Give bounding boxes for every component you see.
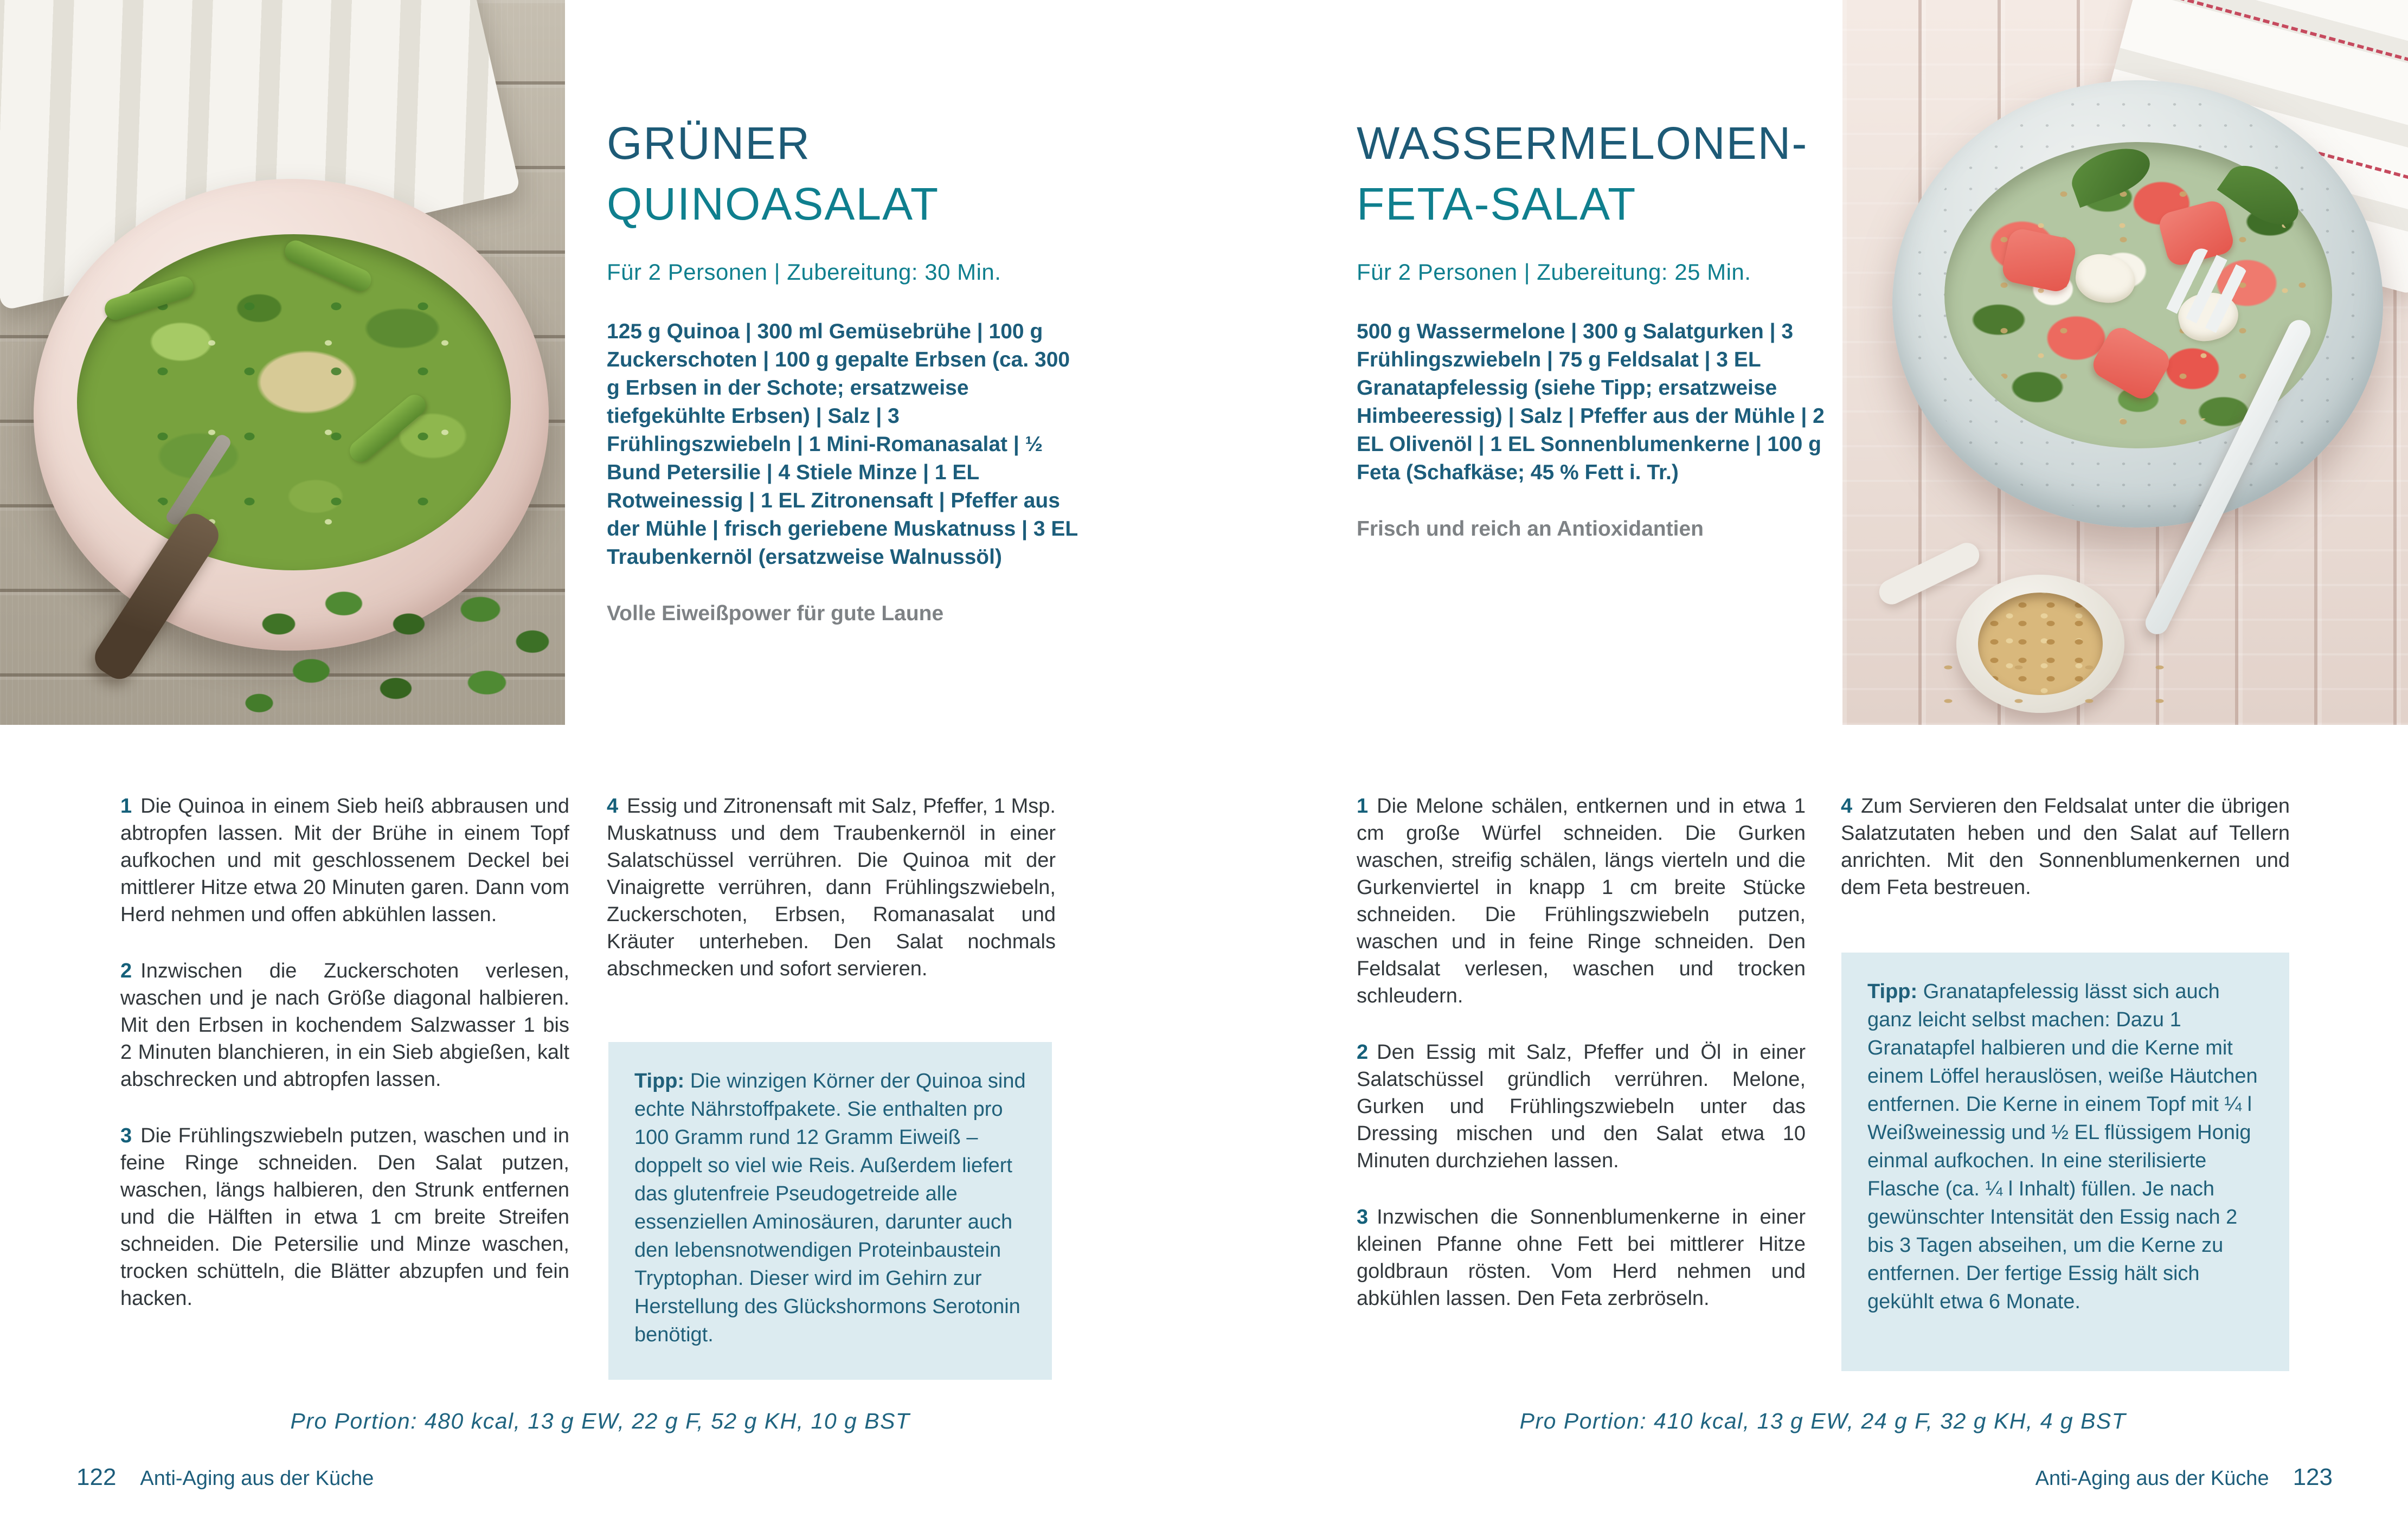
serving-time-info: Für 2 Personen | Zubereitung: 30 Min. — [607, 259, 1001, 285]
photo-watermelon-feta-salad — [1842, 0, 2408, 725]
step-text: Die Quinoa in einem Sieb heiß abbrausen und abtropfen lassen. Mit der Brühe in einem Topf aufkochen und mit geschlossenem Deckel bei mittlerer Hitze etwa 20 Minuten garen. Dann vom Herd nehmen und offen abkühlen lassen. — [120, 795, 569, 926]
recipe-title-line2: FETA-SALAT — [1357, 178, 1637, 229]
step-text: Die Melone schälen, entkernen und in etwa 1 cm große Würfel schneiden. Die Gurken waschen, streifig schälen, längs vierteln und die Gurkenviertel in knapp 1 cm breite Stücke schneiden. Die Frühlingszwiebeln putzen, waschen und in feine Ringe schneiden. Den Feldsalat verlesen, waschen und trocken schleudern. — [1357, 795, 1806, 1007]
tip-box — [608, 1042, 1052, 1380]
recipe-title-line1: GRÜNER — [607, 118, 811, 169]
chapter-title: Anti-Aging aus der Küche — [140, 1467, 374, 1490]
recipe-title-line2: QUINOASALAT — [607, 178, 940, 229]
quinoa-salad — [77, 234, 511, 570]
step-text: Die Frühlingszwiebeln putzen, waschen und in feine Ringe schneiden. Den Salat putzen, waschen, längs halbieren, den Strunk entfernen und die Hälften in etwa 1 cm breite Streifen schneiden. Die Petersilie und Minze waschen, trocken schütteln, die Blätter abzupfen und fein hacken. — [120, 1124, 569, 1310]
step — [607, 793, 1056, 982]
step-number: 3 — [1357, 1206, 1369, 1229]
step — [1357, 1039, 1806, 1174]
recipe-header-right — [1357, 113, 1834, 541]
tip-text: Die winzigen Körner der Quinoa sind echte Nährstoffpakete. Sie enthalten pro 100 Gramm rund 12 Gramm Eiweiß – doppelt so viel wie Reis. Außerdem liefert das glutenfreie Pseudogetreide alle essenziellen Aminosäuren, darunter auch den lebensnotwendigen Proteinbaustein Tryptophan. Dieser wird im Gehirn zur Herstellung des Glückshormons Serotonin benötigt. — [634, 1070, 1026, 1346]
step-number: 2 — [1357, 1041, 1369, 1064]
ingredients-list: 125 g Quinoa | 300 ml Gemüsebrühe | 100 g Zuckerschoten | 100 g gepalte Erbsen (ca. 300 g Erbsen in der Schote; ersatzweise tiefgekühlte Erbsen) | Salz | 3 Frühlingszwiebeln | 1 Mini-Romanasalat | ½ Bund Petersilie | 4 Stiele Minze | 1 EL Rotweinessig | 1 EL Zitronensaft | Pfeffer aus der Mühle | frisch geriebene Muskatnuss | 3 EL Traubenkernöl (ersatzweise Walnussöl) — [607, 320, 1078, 569]
step-number: 4 — [1841, 795, 1853, 818]
step-text: Essig und Zitronensaft mit Salz, Pfeffer, 1 Msp. Muskatnuss und dem Traubenkernöl in einer Salatschüssel verrühren. Die Quinoa mit der Vinaigrette verrühren, dann Frühlingszwiebeln, Zuckerschoten, Erbsen, Romanasalat und Kräuter unterheben. Den Salat nochmals abschmecken und sofort servieren. — [607, 795, 1056, 980]
step — [1841, 793, 2290, 901]
tip-label: Tipp: — [634, 1070, 685, 1092]
nutrition-info: Pro Portion: 410 kcal, 13 g EW, 24 g F, 32 g KH, 4 g BST — [1519, 1409, 2127, 1433]
nutrition-info: Pro Portion: 480 kcal, 13 g EW, 22 g F, 52 g KH, 10 g BST — [290, 1409, 910, 1433]
step — [1357, 1204, 1806, 1312]
tip-box — [1841, 953, 2289, 1371]
step-number: 1 — [120, 795, 132, 818]
ingredients-list: 500 g Wassermelone | 300 g Salatgurken | 3 Frühlingszwiebeln | 75 g Feldsalat | 3 EL Granatapfelessig (siehe Tipp; ersatzweise Himbeeressig) | Salz | Pfeffer aus der Mühle | 2 EL Olivenöl | 1 EL Sonnenblumenkerne | 100 g Feta (Schafkäse; 45 % Fett i. Tr.) — [1357, 320, 1825, 484]
recipe-title-line1: WASSERMELONEN- — [1357, 118, 1808, 169]
scattered-seeds — [1913, 651, 2217, 721]
recipe-header-left — [607, 113, 1084, 626]
step — [120, 793, 569, 928]
step-text: Inzwischen die Sonnenblumenkerne in einer kleinen Pfanne ohne Fett bei mittlerer Hitze goldbraun rösten. Vom Herd nehmen und abkühlen lassen. Den Feta zerbröseln. — [1357, 1206, 1806, 1310]
serving-time-info: Für 2 Personen | Zubereitung: 25 Min. — [1357, 259, 1751, 285]
instructions-column-4 — [1841, 793, 2290, 930]
recipe-claim: Frisch und reich an Antioxidantien — [1357, 517, 1704, 541]
tip-text: Granatapfelessig lässt sich auch ganz leicht selbst machen: Dazu 1 Granatapfel halbieren und die Kerne mit einem Löffel herauslösen, weiße Häutchen entfernen. Die Kerne in einem Topf mit ¼ l Weißweinessig und ½ EL flüssigem Honig einmal aufkochen. In eine sterilisierte Flasche (ca. ¼ l Inhalt) füllen. Je nach gewünschter Intensität den Essig nach 2 bis 3 Tagen abseihen, um die Kerne zu entfernen. Der fertige Essig hält sich gekühlt etwa 6 Monate. — [1867, 980, 2258, 1313]
instructions-column-3 — [1357, 793, 1806, 1341]
step-number: 2 — [120, 960, 132, 982]
instructions-column-2 — [607, 793, 1056, 1012]
page-number: 122 — [76, 1464, 117, 1490]
page-footer-right — [1357, 1464, 2333, 1491]
recipe-title — [607, 113, 1084, 234]
page-number: 123 — [2293, 1464, 2333, 1490]
step — [120, 957, 569, 1093]
chapter-title: Anti-Aging aus der Küche — [2035, 1467, 2269, 1490]
step — [1357, 793, 1806, 1009]
step-text: Inzwischen die Zuckerschoten verlesen, waschen und je nach Größe diagonal halbieren. Mit den Erbsen in kochendem Salzwasser 1 bis 2 Minuten blanchieren, in ein Sieb abgießen, kalt abschrecken und abtropfen lassen. — [120, 960, 569, 1091]
red-stitch-line — [2149, 0, 2408, 74]
step-text: Zum Servieren den Feldsalat unter die übrigen Salatzutaten heben und den Salat auf Tellern anrichten. Mit den Sonnenblumenkernen und dem Feta bestreuen. — [1841, 795, 2290, 899]
tip-label: Tipp: — [1867, 980, 1918, 1003]
instructions-column-1 — [120, 793, 569, 1341]
recipe-title — [1357, 113, 1834, 234]
step-number: 4 — [607, 795, 619, 818]
step-number: 3 — [120, 1124, 132, 1147]
step-number: 1 — [1357, 795, 1369, 818]
photo-quinoa-salad — [0, 0, 565, 725]
step — [120, 1122, 569, 1312]
recipe-claim: Volle Eiweißpower für gute Laune — [607, 602, 944, 625]
step-text: Den Essig mit Salz, Pfeffer und Öl in einer Salatschüssel gründlich verrühren. Melone, Gurken und Frühlingszwiebeln unter das Dressing mischen und den Salat etwa 10 Minuten durchziehen lassen. — [1357, 1041, 1806, 1172]
parsley-sprigs — [233, 580, 558, 725]
page-footer-left — [76, 1464, 374, 1491]
